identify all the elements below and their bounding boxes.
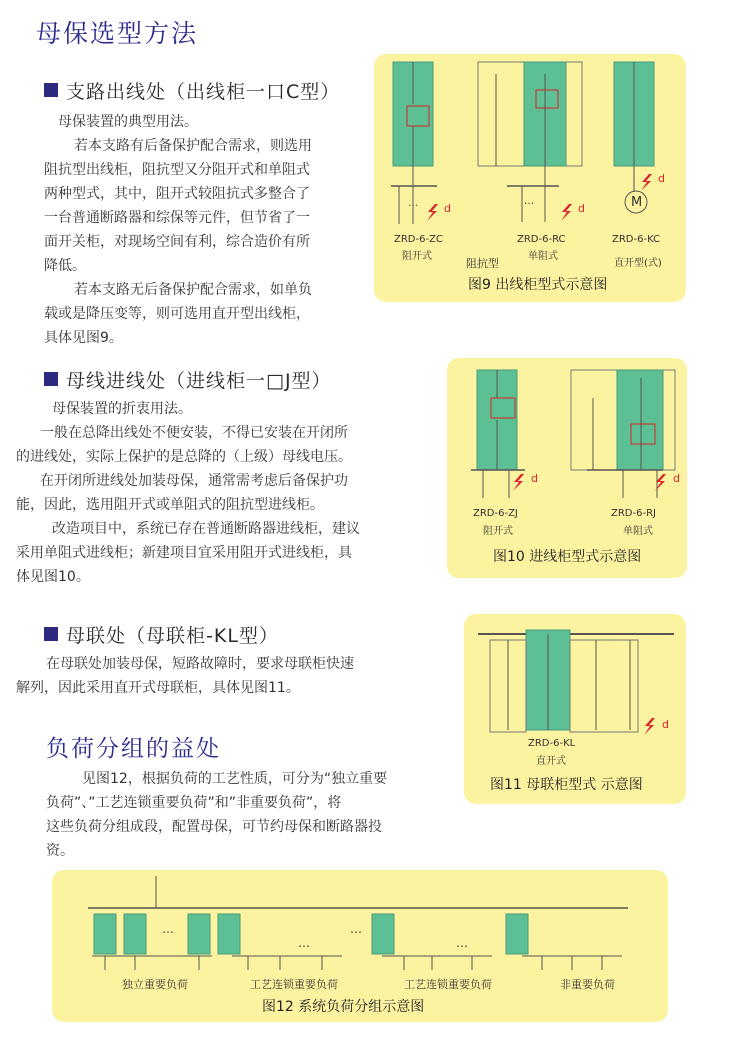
section-heading-buscoupler: [44, 621, 279, 648]
paragraph-line: 若本支路有后备保护配合需求，则选用: [74, 138, 312, 154]
paragraph-line: 一般在总降出线处不便安装，不得已安装在开闭所: [40, 425, 348, 441]
paragraph-line: 体见图10。: [16, 569, 90, 585]
paragraph-line: 的进线处，实际上保护的是总降的（上级）母线电压。: [16, 449, 352, 465]
fig9-caption: 图9 出线柜型式示意图: [468, 277, 608, 293]
fig10-fault-label-2: d: [673, 472, 680, 485]
fig9-unit-3-type: 直开型(式): [614, 258, 662, 269]
bullet-square: [44, 372, 58, 386]
fig10-unit-1-model: ZRD-6-ZJ: [473, 508, 518, 519]
paragraph-line: 两种型式，其中，阻开式较阻抗式多整合了: [44, 186, 310, 202]
section-heading-text: 母联处（母联柜-KL型）: [66, 625, 279, 647]
paragraph-line: 一台普通断路器和综保等元件，但节省了一: [44, 210, 310, 226]
bullet-square: [44, 627, 58, 641]
fig9-dots: …: [408, 198, 418, 209]
fig9-fault-label-3: d: [658, 172, 665, 185]
paragraph-line: 在开闭所进线处加装母保，通常需考虑后备保护功: [40, 473, 348, 489]
fig12-group-4: 非重要负荷: [560, 978, 615, 991]
fig9-unit-2-model: ZRD-6-RC: [517, 234, 566, 245]
paragraph-line: 母保装置的典型用法。: [58, 114, 198, 130]
paragraph-line: 阻抗型出线柜，阻抗型又分阻开式和单阻式: [44, 162, 310, 178]
paragraph-line: 负荷”、”工艺连锁重要负荷”和”非重要负荷”，将: [46, 795, 342, 811]
figure-10-panel: [447, 358, 687, 578]
fig9-fault-label-2: d: [578, 202, 585, 215]
section-heading-outgoing: [44, 77, 340, 104]
fig9-motor-label: M: [631, 195, 643, 210]
paragraph-line: 降低。: [44, 258, 86, 274]
paragraph-line: 采用单阻式进线柜；新建项目宜采用阻开式进线柜，具: [16, 545, 352, 561]
fig12-group-3: 工艺连锁重要负荷: [404, 978, 492, 991]
fig11-fault-label: d: [662, 718, 669, 731]
section-heading-incoming: [44, 366, 332, 393]
fig9-dots-2: …: [524, 196, 534, 207]
section-body-buscoupler: [16, 652, 354, 700]
fig9-group-label: 阻抗型: [466, 257, 499, 270]
paragraph-line: 解列，因此采用直开式母联柜，具体见图11。: [16, 680, 300, 696]
fig9-unit-1-model: ZRD-6-ZC: [394, 234, 443, 245]
fig12-group-1: 独立重要负荷: [122, 978, 188, 991]
figure-12-panel: [52, 870, 668, 1022]
figure-9-panel: [374, 54, 686, 302]
fig10-fault-label: d: [531, 472, 538, 485]
subtitle: 负荷分组的益处: [46, 736, 221, 762]
paragraph-line: 载或是降压变等，则可选用直开型出线柜，: [44, 306, 310, 322]
fig12-dots-4: …: [298, 936, 310, 950]
paragraph-line: 改造项目中，系统已存在普通断路器进线柜，建议: [52, 521, 360, 537]
fig9-unit-2-type: 单阻式: [528, 251, 558, 262]
section-body-outgoing: [44, 110, 312, 350]
fig12-dots-2: …: [350, 922, 362, 936]
page-title: 母保选型方法: [36, 19, 199, 48]
paragraph-line: 面开关柜，对现场空间有利，综合造价有所: [44, 234, 310, 250]
fig10-caption: 图10 进线柜型式示意图: [493, 549, 642, 565]
paragraph-line: 这些负荷分组成段，配置母保，可节约母保和断路器投: [46, 819, 382, 835]
fig11-model: ZRD-6-KL: [528, 738, 576, 749]
paragraph-line: 见图12，根据负荷的工艺性质，可分为“独立重要: [82, 771, 388, 787]
fig12-group-2: 工艺连锁重要负荷: [250, 978, 338, 991]
fig12-dots-1: …: [162, 922, 174, 936]
fig9-unit-1-type: 阻开式: [402, 251, 432, 262]
paragraph-line: 母保装置的折衷用法。: [52, 401, 192, 417]
paragraph-line: 若本支路无后备保护配合需求，如单负: [74, 282, 312, 298]
fig9-fault-label: d: [444, 202, 451, 215]
fig10-unit-1-type: 阻开式: [483, 526, 513, 537]
section-body-incoming: [16, 397, 360, 589]
fig11-type: 直开式: [536, 756, 566, 767]
fig12-dots-3: …: [456, 936, 468, 950]
fig12-caption: 图12 系统负荷分组示意图: [262, 999, 425, 1015]
paragraph-line: 在母联处加装母保，短路故障时，要求母联柜快速: [46, 656, 354, 672]
fig9-unit-3-model: ZRD-6-KC: [612, 234, 661, 245]
fig10-unit-2-model: ZRD-6-RJ: [611, 508, 656, 519]
section-heading-text: 母线进线处（进线柜一□J型）: [66, 370, 332, 392]
fig11-caption: 图11 母联柜型式 示意图: [490, 777, 643, 793]
section-heading-text: 支路出线处（出线柜一口C型）: [66, 81, 341, 103]
fig10-unit-2-type: 单阻式: [623, 526, 653, 537]
paragraph-line: 资。: [46, 843, 74, 859]
paragraph-line: 能，因此，选用阻开式或单阻式的阻抗型进线柜。: [16, 497, 324, 513]
benefit-body: [46, 767, 387, 863]
figure-10-diagram: [447, 358, 687, 578]
paragraph-line: 具体见图9。: [44, 330, 123, 346]
figure-11-panel: [464, 614, 686, 804]
bullet-square: [44, 83, 58, 97]
